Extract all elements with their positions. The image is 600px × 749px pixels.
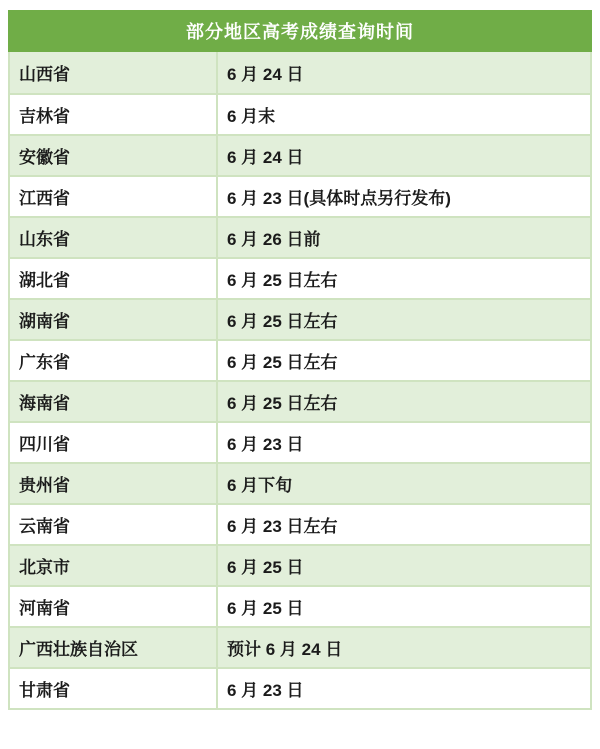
table-row: [10, 544, 590, 585]
time-cell: 6 月 25 日: [227, 558, 304, 577]
region-cell: 广东省: [10, 341, 218, 380]
region-cell: 贵州省: [10, 464, 218, 503]
time-cell: 6 月 23 日(具体时点另行发布): [227, 189, 451, 208]
time-cell: 6 月 23 日: [227, 435, 304, 454]
region-cell: 安徽省: [10, 136, 218, 175]
time-cell: 6 月 24 日: [227, 65, 304, 84]
table-row: [10, 462, 590, 503]
table-row: [10, 667, 590, 708]
table-row: [10, 93, 590, 134]
time-cell: 预计 6 月 24 日: [227, 640, 343, 659]
table-title: 部分地区高考成绩查询时间: [186, 22, 414, 42]
time-cell: 6 月末: [227, 107, 276, 126]
time-cell: 6 月 25 日左右: [227, 271, 338, 290]
table-row: [10, 216, 590, 257]
region-cell: 广西壮族自治区: [10, 628, 218, 667]
table-row: [10, 503, 590, 544]
region-cell: 湖南省: [10, 300, 218, 339]
region-cell: 山西省: [10, 52, 218, 93]
table-row: [10, 298, 590, 339]
time-cell: 6 月 23 日: [227, 681, 304, 700]
table-row: [10, 175, 590, 216]
time-cell: 6 月 26 日前: [227, 230, 321, 249]
time-cell: 6 月 25 日左右: [227, 312, 338, 331]
score-query-table: [8, 10, 592, 710]
table-header: [8, 10, 592, 52]
time-cell: 6 月 25 日左右: [227, 394, 338, 413]
region-cell: 北京市: [10, 546, 218, 585]
region-cell: 甘肃省: [10, 669, 218, 708]
time-cell: 6 月 25 日: [227, 599, 304, 618]
table-row: [10, 339, 590, 380]
time-cell: 6 月 24 日: [227, 148, 304, 167]
table-row: [10, 380, 590, 421]
region-cell: 河南省: [10, 587, 218, 626]
table-row: [10, 257, 590, 298]
table-row: [10, 134, 590, 175]
region-cell: 云南省: [10, 505, 218, 544]
table-row: [10, 52, 590, 93]
table-row: [10, 421, 590, 462]
table-row: [10, 626, 590, 667]
region-cell: 湖北省: [10, 259, 218, 298]
time-cell: 6 月 23 日左右: [227, 517, 338, 536]
region-cell: 四川省: [10, 423, 218, 462]
region-cell: 吉林省: [10, 95, 218, 134]
region-cell: 山东省: [10, 218, 218, 257]
region-cell: 海南省: [10, 382, 218, 421]
time-cell: 6 月 25 日左右: [227, 353, 338, 372]
table-body: [8, 52, 592, 710]
time-cell: 6 月下旬: [227, 476, 293, 495]
table-row: [10, 585, 590, 626]
region-cell: 江西省: [10, 177, 218, 216]
